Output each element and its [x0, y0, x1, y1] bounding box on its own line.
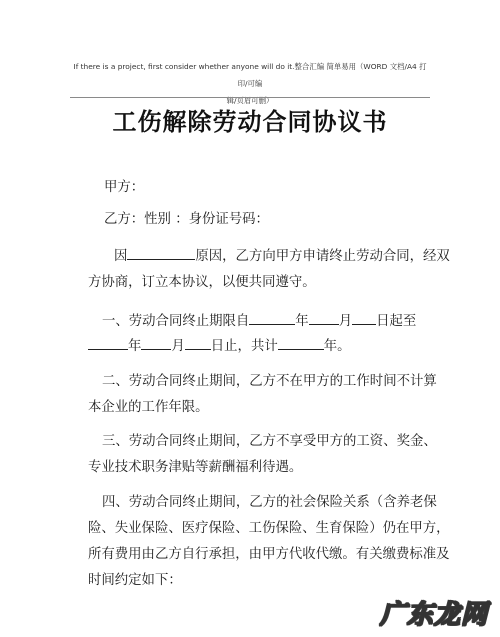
- paragraph-4-line-3: 所有费用由乙方自行承担，由甲方代收代缴。有关缴费标准及: [88, 547, 450, 562]
- blank-start-year: [249, 312, 295, 325]
- text-span: 月: [338, 314, 353, 329]
- text-span: 因: [114, 249, 128, 264]
- paragraph-2-line-2: 本企业的工作年限。: [88, 400, 209, 415]
- site-watermark: 广东龙网: [379, 600, 488, 630]
- blank-end-month: [141, 337, 171, 350]
- document-title: 工伤解除劳动合同协议书: [112, 107, 388, 136]
- paragraph-1-line-1: [102, 312, 416, 332]
- paragraph-intro-line-1: [114, 247, 450, 267]
- paragraph-intro-line-2: 方协商，订立本协议，以便共同遵守。: [88, 275, 316, 290]
- text-span: 年。: [323, 339, 351, 354]
- paragraph-3-line-2: 专业技术职务津贴等薪酬福利待遇。: [88, 460, 303, 475]
- header-divider: [70, 97, 430, 98]
- blank-end-day: [185, 337, 211, 350]
- party-a-line: 甲方：: [104, 180, 145, 195]
- paragraph-1-line-2: [88, 337, 351, 357]
- text-span: 日起至: [376, 314, 417, 329]
- header-line-1: If there is a project, first consider whether anyone will do it.整合汇编 简单易用（WORD 文档/A4 打印/可编: [73, 62, 427, 88]
- blank-start-month: [309, 312, 339, 325]
- text-span: 日止，共计: [210, 339, 278, 354]
- text-span: 原因，乙方向甲方申请终止劳动合同，经双: [195, 249, 450, 264]
- text-span: 月: [171, 339, 185, 354]
- header-line-2: 辑/页眉可删）: [226, 96, 274, 105]
- paragraph-4-line-4: 时间约定如下：: [88, 573, 182, 588]
- paragraph-4-line-2: 险、失业保险、医疗保险、工伤保险、生育保险）仍在甲方，: [88, 521, 450, 536]
- party-b-line: 乙方：性别 ：身份证号码：: [104, 212, 269, 227]
- text-span: 一、劳动合同终止期限自: [102, 314, 250, 329]
- text-span: 年: [128, 339, 142, 354]
- blank-end-year: [88, 337, 128, 350]
- blank-total-years: [278, 337, 324, 350]
- blank-start-day: [352, 312, 376, 325]
- paragraph-2-line-1: 二、劳动合同终止期间，乙方不在甲方的工作时间不计算: [102, 374, 437, 389]
- text-span: 年: [295, 314, 309, 329]
- blank-reason: [127, 247, 195, 260]
- page-header: [70, 58, 430, 109]
- paragraph-3-line-1: 三、劳动合同终止期间，乙方不享受甲方的工资、奖金、: [102, 434, 437, 449]
- paragraph-4-line-1: 四、劳动合同终止期间，乙方的社会保险关系（含养老保: [102, 495, 437, 510]
